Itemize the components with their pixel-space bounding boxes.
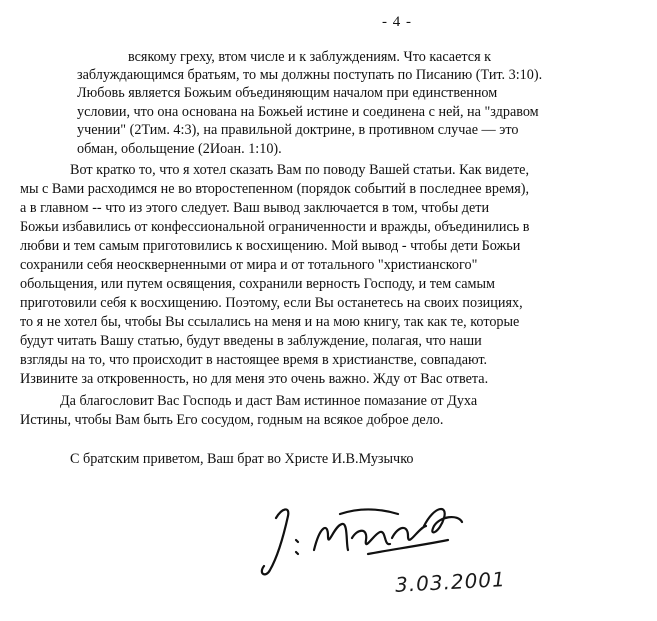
text-line: приготовили себя к восхищению. Поэтому, если Вы останетесь на своих позициях, <box>20 295 523 311</box>
text-line: условии, что она основана на Божьей истине и соединена с ней, на "здравом <box>77 104 539 120</box>
text-line: сохранили себя неоскверненными от мира и от тотального "христианского" <box>20 257 478 273</box>
handwritten-date: 3.03.2001 <box>394 567 507 597</box>
text-line: Вот кратко то, что я хотел сказать Вам по поводу Вашей статьи. Как видете, <box>70 162 530 178</box>
text-line: будут читать Вашу статью, будут введены в заблуждение, полагая, что наши <box>20 333 482 349</box>
text-line: Любовь является Божьим объединяющим началом при единственном <box>77 85 498 101</box>
text-line: Божьи избавились от конфессиональной ограниченности и вражды, объединились в <box>20 219 530 235</box>
text-line: взгляды на то, что происходит в настоящее время в христианстве, совпадают. <box>20 352 488 368</box>
text-line: любви и тем самым приготовились к восхищению. Мой вывод - чтобы дети Божьи <box>20 238 521 254</box>
text-line: всякому греху, втом числе и к заблуждениям. Что касается к <box>128 49 492 65</box>
text-line: Извините за откровенность, но для меня это очень важно. Жду от Вас ответа. <box>20 371 489 387</box>
text-line: учении" (2Тим. 4:3), на правильной доктрине, в противном случае — это <box>77 122 519 138</box>
text-line: то я не хотел бы, чтобы Вы ссылались на меня и на мою книгу, так как те, которые <box>20 314 520 330</box>
closing-line: С братским приветом, Ваш брат во Христе И.В.Музычко <box>70 451 414 467</box>
text-line: заблуждающимся братьям, то мы должны поступать по Писанию (Тит. 3:10). <box>77 67 543 83</box>
text-line: мы с Вами расходимся не во второстепенном (порядок событий в последнее время), <box>20 181 530 197</box>
text-line: обман, обольщение (2Иоан. 1:10). <box>77 141 282 157</box>
text-line: Да благословит Вас Господь и даст Вам истинное помазание от Духа <box>60 393 478 409</box>
text-line: обольщения, или путем освящения, сохранили верность Господу, и тем самым <box>20 276 495 292</box>
text-line: Истины, чтобы Вам быть Его сосудом, годным на всякое доброе дело. <box>20 412 444 428</box>
text-line: а в главном -- что из этого следует. Ваш вывод заключается в том, чтобы дети <box>20 200 490 216</box>
page-number: - 4 - <box>382 14 412 30</box>
